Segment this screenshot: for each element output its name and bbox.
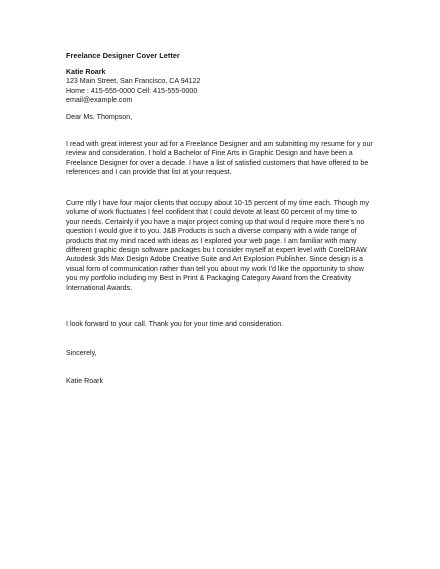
paragraph-line: I read with great interest your ad for a Freelance Designer and am submitting my resume for y our bbox=[66, 140, 373, 148]
sender-email: email@example.com bbox=[66, 96, 133, 105]
document-title: Freelance Designer Cover Letter bbox=[66, 51, 180, 60]
sender-block bbox=[66, 68, 200, 106]
sender-address: 123 Main Street, San Francisco, CA 94122 bbox=[66, 77, 201, 86]
paragraph-closing bbox=[66, 320, 386, 329]
paragraph-line: International Awards. bbox=[66, 283, 133, 292]
paragraph-line: references and I can provide that list at your request. bbox=[66, 168, 232, 177]
sender-phones: Home : 415-555-0000 Cell: 415-555-0000 bbox=[66, 86, 198, 95]
paragraph-line: you my portfolio including my Best in Print & Packaging Category Award from the Creativity bbox=[66, 274, 352, 283]
signature-name: Katie Roark bbox=[66, 377, 104, 385]
paragraph-line: different graphic design software packages bu t consider myself at expert level with CorelDRAW bbox=[66, 246, 367, 255]
paragraph-line: question I would give it to you. J&B Products is such a diverse company with a wide range of bbox=[66, 227, 357, 236]
salutation: Dear Ms. Thompson, bbox=[66, 113, 133, 121]
paragraph-line: review and consideration. I hold a Bachelor of Fine Arts in Graphic Design and have been a bbox=[66, 149, 353, 158]
closing: Sincerely, bbox=[66, 349, 97, 357]
paragraph-line: Autodesk 3ds Max Design Adobe Creative Suite and Art Explosion Publisher. Since design is a bbox=[66, 255, 363, 264]
paragraph-line: Freelance Designer for over a decade. I have a list of satisfied customers that have offered to be bbox=[66, 158, 369, 167]
paragraph-line: Curre ntly I have four major clients that occupy about 10-15 percent of my time each. Though my bbox=[66, 199, 370, 207]
sender-name: Katie Roark bbox=[66, 68, 106, 76]
paragraph-line: I look forward to your call. Thank you for your time and consideration. bbox=[66, 320, 284, 328]
paragraph-line: volume of work fluctuates I feel confident that I could devote at least 60 percent of my time to bbox=[66, 208, 357, 217]
paragraph-line: products that my mind raced with ideas as I explored your web page. I am familiar with many bbox=[66, 236, 357, 245]
paragraph-intro bbox=[66, 140, 386, 178]
paragraph-line: visual form of communication rather than tell you about my work I'd like the opportunity to show bbox=[66, 264, 364, 273]
paragraph-experience bbox=[66, 199, 386, 293]
paragraph-line: your needs. Certainly if you have a major project coming up that woul d require more there's no bbox=[66, 217, 365, 226]
